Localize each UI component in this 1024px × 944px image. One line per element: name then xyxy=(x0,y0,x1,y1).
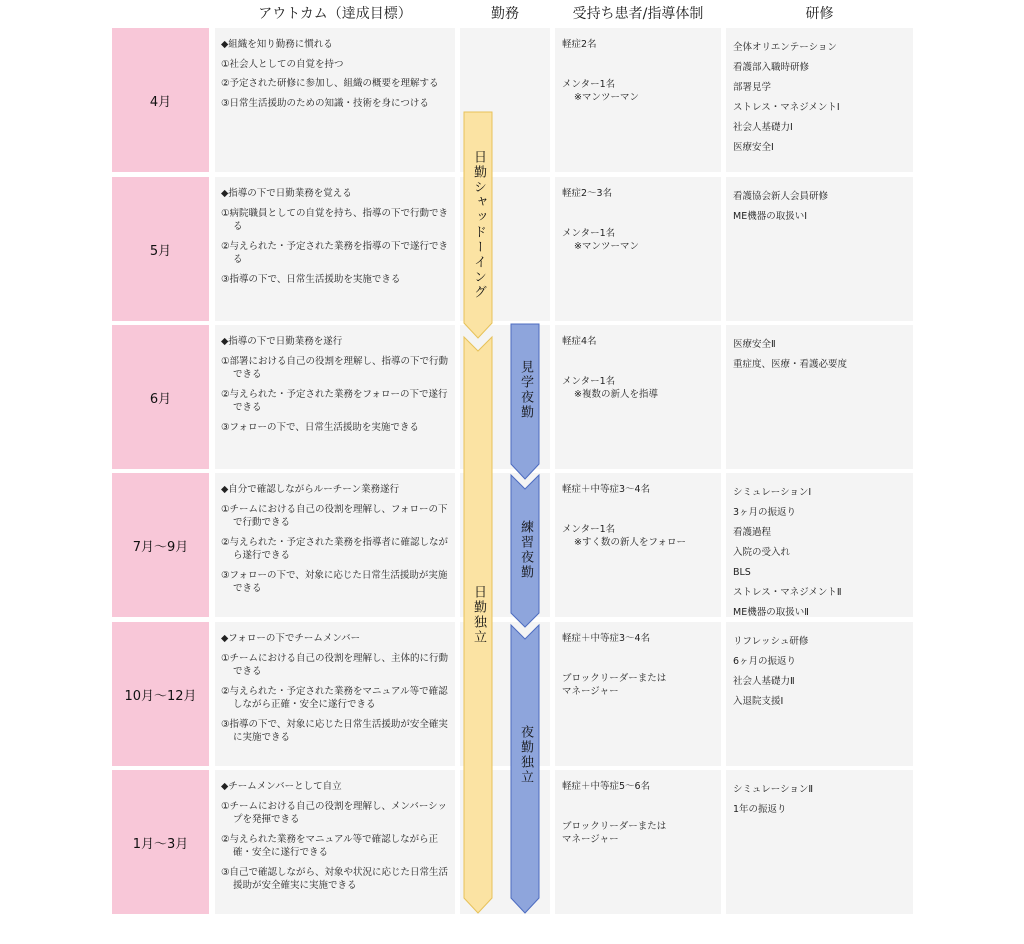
training-item: 部署見学 xyxy=(733,82,772,93)
outcome-item: ③フォローの下で、日常生活援助を実施できる xyxy=(221,421,419,433)
training-item: ストレス・マネジメントⅡ xyxy=(733,587,842,598)
training-item: 3ヶ月の振返り xyxy=(733,507,797,518)
training-item: 社会人基礎力Ⅱ xyxy=(733,676,795,687)
outcome-item: ②与えられた・予定された業務を指導の下で遂行できる xyxy=(221,240,449,265)
training-item: ME機器の取扱いⅠ xyxy=(733,211,808,222)
patient-count: 軽症4名 xyxy=(562,336,597,347)
training-item: 全体オリエンテーション xyxy=(733,42,837,53)
patient-count: 軽症＋中等症3～4名 xyxy=(562,484,651,495)
outcome-item: ③指導の下で、対象に応じた日常生活援助が安全確実に実施できる xyxy=(221,718,448,743)
training-item: 医療安全Ⅰ xyxy=(733,142,774,153)
training-item: 重症度、医療・看護必要度 xyxy=(733,359,848,370)
night-observe-label: 見学夜勤 xyxy=(518,360,533,420)
training-item: リフレッシュ研修 xyxy=(733,636,809,647)
guidance-system: メンター1名 xyxy=(562,227,616,239)
outcome-item: ①病院職員としての自覚を持ち、指導の下で行動できる xyxy=(221,207,449,232)
month-label: 1月～3月 xyxy=(112,770,209,914)
outcome-heading: ◆組織を知り勤務に慣れる xyxy=(221,39,333,50)
outcome-item: ①チームにおける自己の役割を理解し、フォローの下で行動できる xyxy=(221,503,448,528)
outcome-item: ①部署における自己の役割を理解し、指導の下で行動できる xyxy=(221,355,449,380)
training-item: 看護部入職時研修 xyxy=(733,62,810,73)
training-item: 看護協会新人会員研修 xyxy=(733,191,829,202)
header-training: 研修 xyxy=(805,6,834,22)
month-label: 7月～9月 xyxy=(112,473,209,617)
outcome-item: ③指導の下で、日常生活援助を実施できる xyxy=(221,273,401,285)
training-item: シミュレーションⅠ xyxy=(733,487,812,498)
outcome-item: ②与えられた・予定された業務をマニュアル等で確認しながら正確・安全に遂行できる xyxy=(221,685,448,710)
header-outcome: アウトカム（達成目標） xyxy=(258,6,412,22)
outcome-item: ③フォローの下で、対象に応じた日常生活援助が実施できる xyxy=(221,569,448,594)
outcome-item: ③自己で確認しながら、対象や状況に応じた日常生活援助が安全確実に実施できる xyxy=(221,866,449,891)
outcome-heading: ◆チームメンバーとして自立 xyxy=(221,781,342,792)
training-item: 入退院支援Ⅰ xyxy=(733,696,784,707)
outcome-item: ②予定された研修に参加し、組織の概要を理解する xyxy=(221,78,439,89)
guidance-note: ※すく数の新人をフォロー xyxy=(574,537,686,548)
guidance-note: ※マンツーマン xyxy=(574,92,639,103)
patient-count: 軽症2～3名 xyxy=(562,188,613,199)
training-item: ME機器の取扱いⅡ xyxy=(733,607,809,618)
outcome-item: ①チームにおける自己の役割を理解し、主体的に行動できる xyxy=(221,652,449,677)
outcome-item: ②与えられた業務をマニュアル等で確認しながら正確・安全に遂行できる xyxy=(221,833,439,858)
month-label: 10月～12月 xyxy=(112,622,209,766)
training-item: 医療安全Ⅱ xyxy=(733,339,776,350)
guidance-system: ブロックリーダーまたはマネージャー xyxy=(562,672,667,697)
guidance-note: ※複数の新人を指導 xyxy=(574,389,658,400)
training-item: 社会人基礎力Ⅰ xyxy=(733,122,793,133)
training-item: シミュレーションⅡ xyxy=(733,784,814,795)
header-duty: 勤務 xyxy=(491,6,519,22)
outcome-heading: ◆フォローの下でチームメンバー xyxy=(221,633,361,644)
guidance-system: メンター1名 xyxy=(562,78,616,90)
day-independent-label: 日勤独立 xyxy=(471,585,486,645)
outcome-item: ②与えられた・予定された業務をフォローの下で遂行できる xyxy=(221,388,448,413)
training-item: ストレス・マネジメントⅠ xyxy=(733,102,840,113)
day-shadowing-label: 日勤シャッドーイング xyxy=(471,150,486,300)
outcome-item: ③日常生活援助のための知識・技術を身につける xyxy=(221,97,429,109)
guidance-system: メンター1名 xyxy=(562,523,616,535)
outcome-heading: ◆指導の下で日勤業務を遂行 xyxy=(221,336,343,347)
outcome-item: ①チームにおける自己の役割を理解し、メンバーシップを発揮できる xyxy=(221,800,447,825)
header-patients: 受持ち患者/指導体制 xyxy=(572,6,704,22)
outcome-item: ②与えられた・予定された業務を指導者に確認しながら遂行できる xyxy=(221,536,449,561)
night-independent-label: 夜勤独立 xyxy=(518,725,533,785)
guidance-system: メンター1名 xyxy=(562,375,616,387)
night-practice-label: 練習夜勤 xyxy=(518,520,533,580)
guidance-system: ブロックリーダーまたはマネージャー xyxy=(562,820,667,845)
guidance-note: ※マンツーマン xyxy=(574,241,639,252)
patient-count: 軽症2名 xyxy=(562,39,597,50)
training-item: 看護過程 xyxy=(733,527,772,538)
patient-count: 軽症＋中等症5～6名 xyxy=(562,781,651,792)
training-item: 入院の受入れ xyxy=(733,547,791,558)
training-item: 6ヶ月の振返り xyxy=(733,656,797,667)
month-label: 4月 xyxy=(112,28,209,172)
patient-count: 軽症＋中等症3～4名 xyxy=(562,633,651,644)
month-label: 6月 xyxy=(112,325,209,469)
outcome-heading: ◆指導の下で日勤業務を覚える xyxy=(221,188,352,199)
outcome-heading: ◆自分で確認しながらルーチーン業務遂行 xyxy=(221,484,400,495)
outcome-item: ①社会人としての自覚を持つ xyxy=(221,58,344,70)
month-label: 5月 xyxy=(112,177,209,321)
training-item: 1年の振返り xyxy=(733,804,787,815)
training-item: BLS xyxy=(733,567,751,578)
